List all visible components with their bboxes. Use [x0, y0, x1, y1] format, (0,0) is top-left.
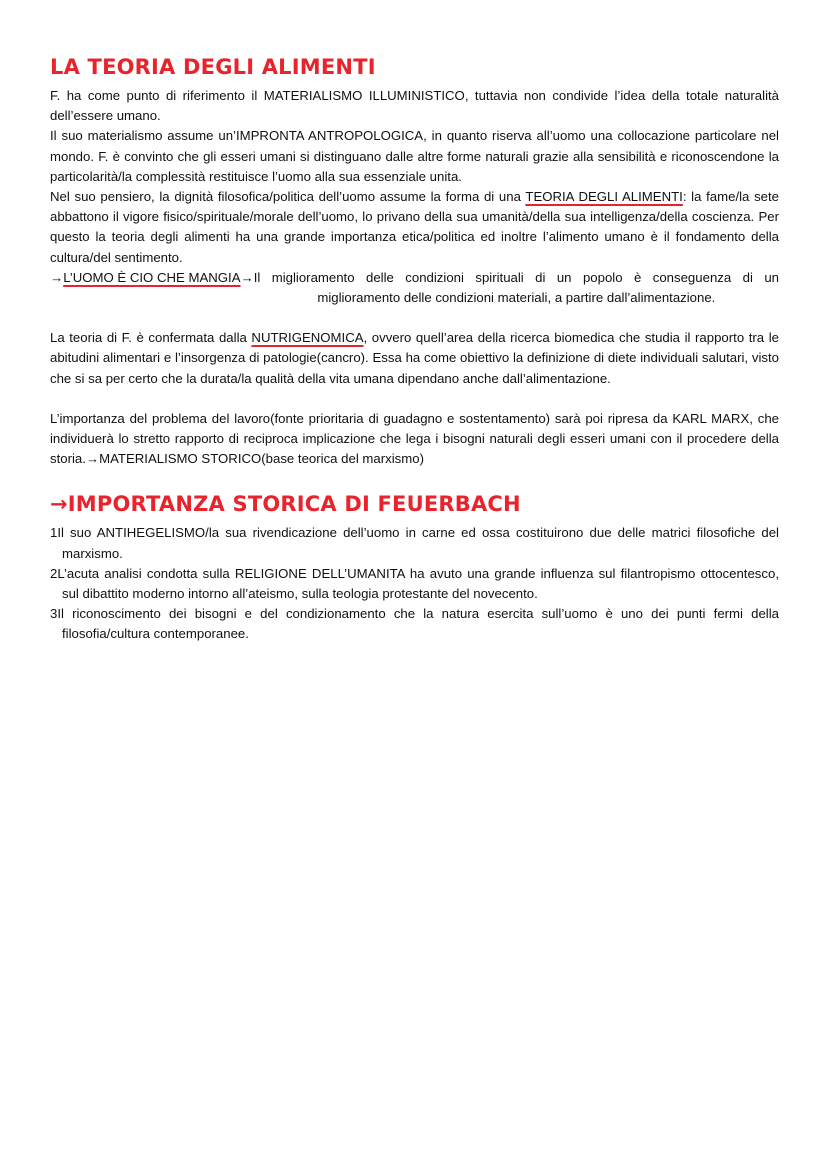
paragraph-materialismo-illuministico: F. ha come punto di riferimento il MATERIALISMO ILLUMINISTICO, tuttavia non condivide l’idea della totale naturalità dell’essere umano. [50, 88, 779, 124]
highlight-teoria-alimenti: TEORIA DEGLI ALIMENTI [525, 189, 683, 205]
section-title-importanza-feuerbach: →IMPORTANZA STORICA DI FEUERBACH [50, 492, 521, 517]
arrow-icon: → [50, 269, 64, 285]
list-item: 3Il riconoscimento dei bisogni e del condizionamento che la natura esercita sull’uomo è uno dei punti fermi della filosofia/cultura contemporanee. [50, 606, 779, 642]
paragraph-teoria-alimenti [50, 187, 779, 268]
highlight-nutrigenomica: NUTRIGENOMICA [251, 330, 364, 346]
list-item: 1Il suo ANTIHEGELISMO/la sua rivendicazione dell’uomo in carne ed ossa costituirono due delle matrici filosofiche del marxismo. [50, 525, 779, 561]
motto-lead [50, 268, 254, 308]
section-title-teoria-alimenti: LA TEORIA DEGLI ALIMENTI [50, 55, 376, 79]
motto-block [50, 268, 779, 308]
paragraph-text: Nel suo pensiero, la dignità filosofica/politica dell’uomo assume la forma di una [50, 189, 526, 205]
paragraph-nutrigenomica [50, 328, 779, 389]
list-item: 2L’acuta analisi condotta sulla RELIGIONE DELL’UMANITA ha avuto una grande influenza sul filantropismo ottocentesco, sul dibattito moderno intorno all’ateismo, sulla teologia protestante del novecento. [50, 565, 779, 602]
importance-list [50, 523, 779, 644]
document-page [50, 50, 779, 645]
paragraph-text: , ovvero quell’area della ricerca biomedica che studia il rapporto tra le abitudini alimentari e l’insorgenza di patologie(cancro). Essa ha come obiettivo la definizione di diete individuali salutari, visto che si sa per certo che la durata/la qualità della vita umana dipendano anche dall’alimentazione. [50, 330, 779, 386]
paragraph-impronta-antropologica: Il suo materialismo assume un’IMPRONTA ANTROPOLOGICA, in quanto riserva all’uomo una collocazione particolare nel mondo. F. è convinto che gli esseri umani si distinguano dalle altre forme naturali grazie alla sensibilità e riconoscendone la particolarità/la complessità restituisce l’uomo alla sua essenziale unita. [50, 128, 779, 184]
highlight-motto: L’UOMO È CIO CHE MANGIA [63, 269, 241, 285]
paragraph-text: : la fame/la sete abbattono il vigore fisico/spirituale/morale dell’uomo, lo privano della sua umanità/della sua intelligenza/della coscienza. Per questo la teoria degli alimenti ha una grande importanza etica/politica ed inoltre l’alimento umano è il fondamento della cultura/del sentimento. [50, 189, 779, 265]
paragraph-text: La teoria di F. è confermata dalla [50, 330, 252, 346]
paragraph-lavoro-marx: L’importanza del problema del lavoro(fonte prioritaria di guadagno e sostentamento) sarà poi ripresa da KARL MARX, che individuerà lo stretto rapporto di reciproca implicazione che lega i bisogni naturali degli esseri umani con il procedere della storia.→MATERIALISMO STORICO(base teorica del marxismo) [50, 410, 779, 467]
motto-explanation: Il miglioramento delle condizioni spirituali di un popolo è conseguenza di un miglioramento delle condizioni materiali, a partire dall’alimentazione. [253, 269, 779, 306]
arrow-icon: → [240, 269, 254, 285]
